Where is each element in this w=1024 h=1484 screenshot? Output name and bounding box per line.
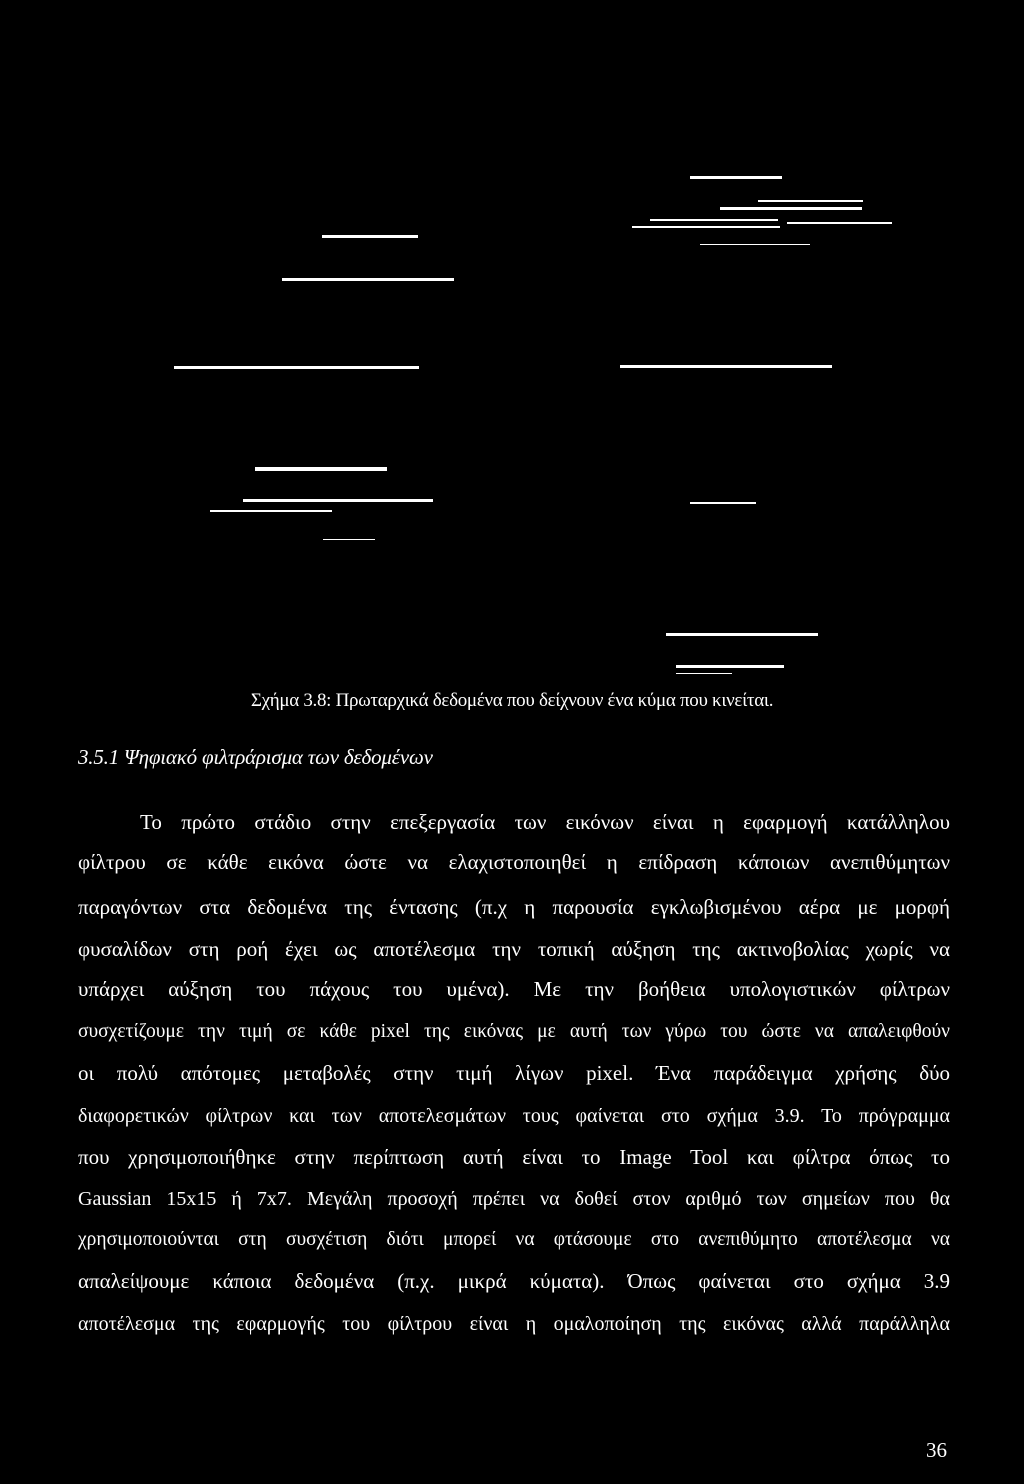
paragraph-line: φίλτρου σε κάθε εικόνα ώστε να ελαχιστοποιηθεί η επίδραση κάποιων ανεπιθύμητων xyxy=(78,850,950,874)
wave-streak xyxy=(666,633,818,636)
wave-streak xyxy=(700,244,810,245)
wave-streak xyxy=(210,510,332,512)
wave-streak xyxy=(676,673,732,674)
paragraph-line: συσχετίζουμε την τιμή σε κάθε pixel της εικόνας με αυτή των γύρω του ώστε να απαλειφθούν xyxy=(78,1021,950,1042)
paragraph-line: αποτέλεσμα της εφαρμογής του φίλτρου είναι η ομαλοποίηση της εικόνας αλλά παράλληλα xyxy=(78,1313,950,1335)
wave-streak xyxy=(322,235,418,238)
paragraph-line: που χρησιμοποιήθηκε στην περίπτωση αυτή είναι το Image Tool και φίλτρα όπως το xyxy=(78,1145,950,1169)
wave-streak xyxy=(632,226,780,228)
wave-figure xyxy=(0,0,1024,690)
page-number: 36 xyxy=(926,1438,947,1462)
paragraph-line: παραγόντων στα δεδομένα της έντασης (π.χ η παρουσία εγκλωβισμένου αέρα με μορφή xyxy=(78,895,950,919)
paragraph-line: οι πολύ απότομες μεταβολές στην τιμή λίγων pixel. Ένα παράδειγμα χρήσης δύο xyxy=(78,1061,950,1085)
paragraph-line: διαφορετικών φίλτρων και των αποτελεσμάτων τους φαίνεται στο σχήμα 3.9. Το πρόγραμμα xyxy=(78,1105,950,1127)
wave-streak xyxy=(787,222,892,224)
paragraph-line: απαλείψουμε κάποια δεδομένα (π.χ. μικρά κύματα). Όπως φαίνεται στο σχήμα 3.9 xyxy=(78,1269,950,1293)
wave-streak xyxy=(243,499,433,502)
wave-streak xyxy=(676,665,784,668)
paragraph-line: Gaussian 15x15 ή 7x7. Μεγάλη προσοχή πρέπει να δοθεί στον αριθμό των σημείων που θα xyxy=(78,1188,950,1210)
section-heading: 3.5.1 Ψηφιακό φιλτράρισμα των δεδομένων xyxy=(78,745,433,769)
wave-streak xyxy=(174,366,419,369)
wave-streak xyxy=(282,278,454,281)
paragraph-line: φυσαλίδων στη ροή έχει ως αποτέλεσμα την τοπική αύξηση της ακτινοβολίας χωρίς να xyxy=(78,937,950,961)
wave-streak xyxy=(690,502,756,504)
wave-streak xyxy=(720,207,862,210)
paragraph-line: Το πρώτο στάδιο στην επεξεργασία των εικόνων είναι η εφαρμογή κατάλληλου xyxy=(140,810,950,834)
wave-streak xyxy=(758,200,863,202)
wave-streak xyxy=(255,467,387,471)
wave-streak xyxy=(690,176,782,179)
wave-streak xyxy=(323,539,375,540)
wave-streak xyxy=(650,219,778,221)
figure-caption: Σχήμα 3.8: Πρωταρχικά δεδομένα που δείχνουν ένα κύμα που κινείται. xyxy=(250,690,774,711)
wave-streak xyxy=(620,365,832,368)
paragraph-line: υπάρχει αύξηση του πάχους του υμένα). Με την βοήθεια υπολογιστικών φίλτρων xyxy=(78,977,950,1001)
paragraph-line: χρησιμοποιούνται στη συσχέτιση διότι μπορεί να φτάσουμε στο ανεπιθύμητο αποτέλεσμα να xyxy=(78,1229,950,1250)
